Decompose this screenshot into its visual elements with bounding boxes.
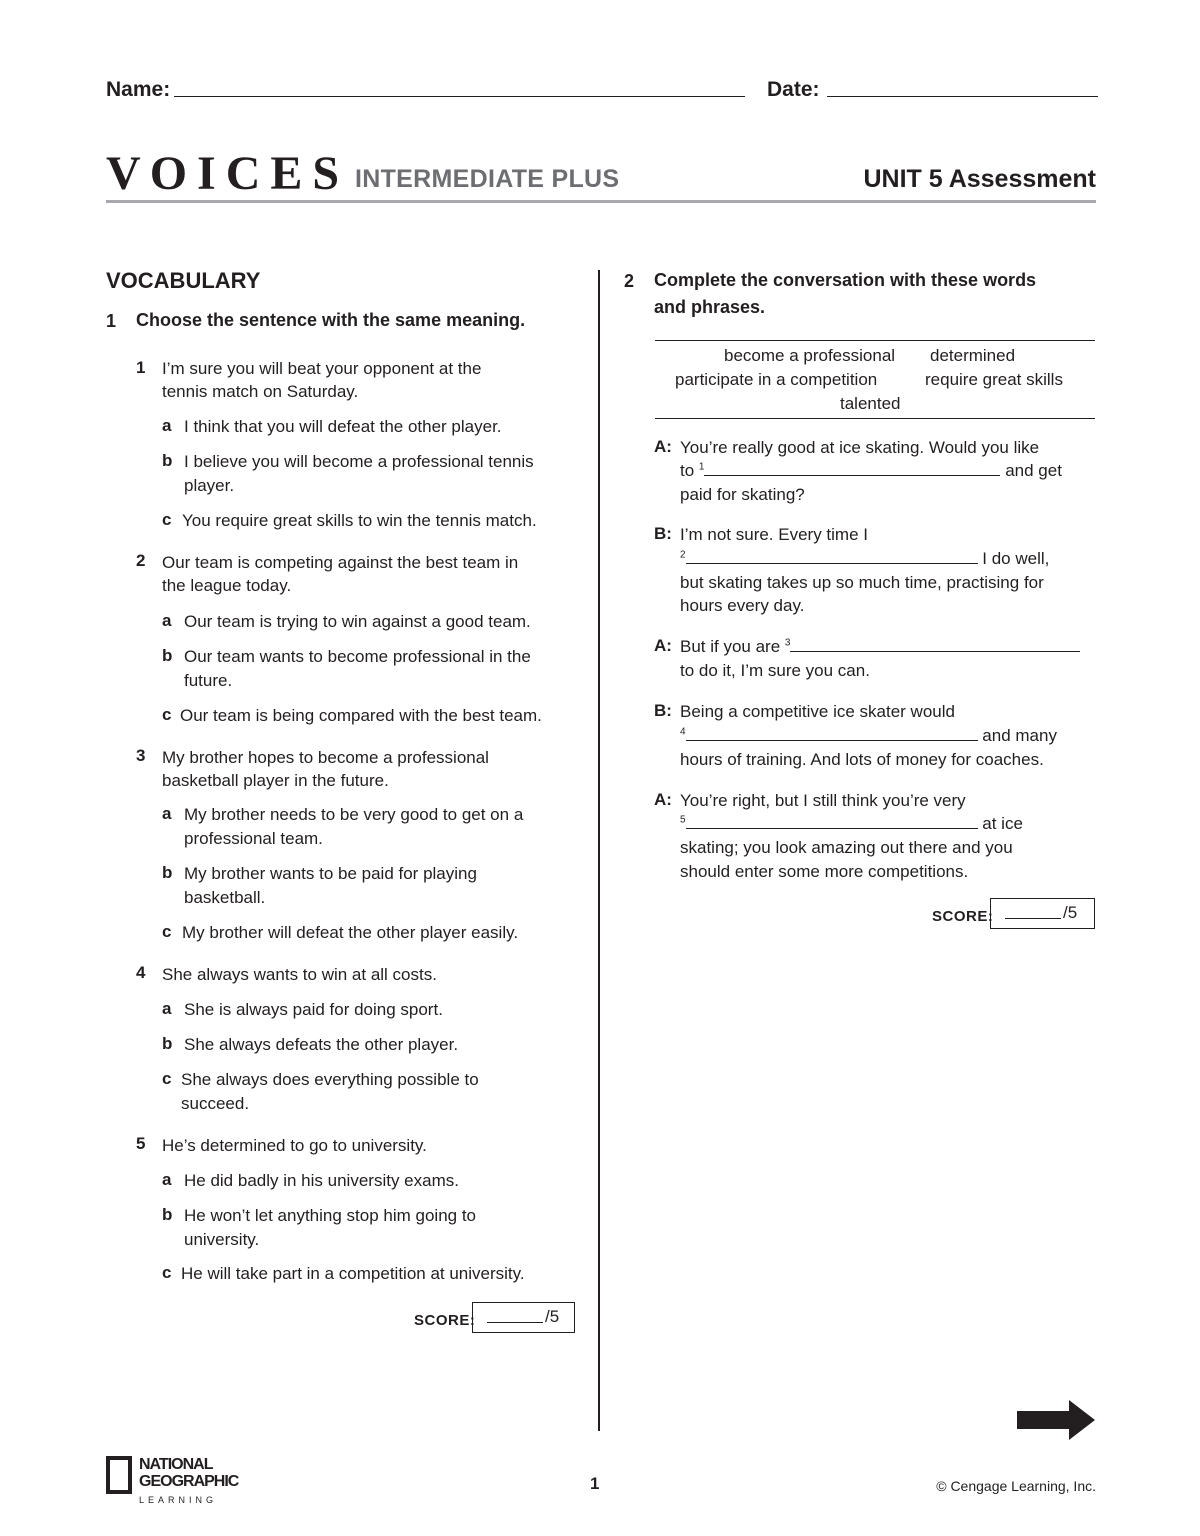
answer-blank-1[interactable] (704, 461, 1000, 476)
logo-line-2: GEOGRAPHIC (139, 1473, 239, 1490)
word-box-item: determined (930, 346, 1016, 365)
answer-blank-3[interactable] (790, 637, 1080, 652)
option-letter[interactable]: a (162, 804, 172, 823)
dialogue-line: I’m not sure. Every time I (680, 525, 868, 544)
dialogue-line: $^5$ at ice (680, 814, 1023, 833)
task-instruction: Choose the sentence with the same meaning. (136, 310, 526, 330)
option-letter[interactable]: b (162, 863, 173, 882)
option-letter[interactable]: a (162, 416, 172, 435)
dialogue-line: Being a competitive ice skater would (680, 702, 955, 721)
logo-line-3: LEARNING (139, 1495, 218, 1505)
word-box-item: require great skills (925, 370, 1063, 389)
question-number: 2 (136, 551, 146, 570)
question-text: My brother hopes to become a professional basketball player in the future. (162, 748, 489, 790)
option-text[interactable]: My brother wants to be paid for playing basketball. (184, 864, 477, 907)
option-text[interactable]: You require great skills to win the tennis match. (182, 511, 537, 530)
question-number: 1 (136, 358, 146, 377)
word-box-item: talented (840, 394, 901, 413)
option-letter[interactable]: c (162, 510, 172, 529)
question-text: I’m sure you will beat your opponent at the tennis match on Saturday. (162, 359, 482, 401)
score-box[interactable] (472, 1302, 575, 1333)
word-box-bottom-rule (655, 418, 1095, 419)
option-text[interactable]: My brother needs to be very good to get on a professional team. (184, 805, 524, 848)
speaker-label: A: (654, 636, 672, 655)
word-box-item: become a professional (724, 346, 896, 365)
question-text: Our team is competing against the best team in the league today. (162, 553, 519, 595)
dialogue-line: $^4$ and many (680, 726, 1057, 745)
logo-line-1: NATIONAL (139, 1456, 213, 1473)
option-text[interactable]: Our team is being compared with the best team. (180, 706, 542, 725)
section-title: VOCABULARY (106, 268, 261, 293)
score-max: /5 (545, 1307, 560, 1326)
option-text[interactable]: She always does everything possible to succeed. (181, 1070, 479, 1113)
option-text[interactable]: She is always paid for doing sport. (184, 1000, 443, 1019)
score-label: SCORE: (932, 908, 994, 925)
dialogue-line: You’re really good at ice skating. Would you like (680, 438, 1040, 457)
task-instruction: Complete the conversation with these words and phrases. (654, 270, 1037, 317)
option-text[interactable]: My brother will defeat the other player easily. (182, 923, 519, 942)
word-box-top-rule (655, 340, 1095, 341)
dialogue-line: but skating takes up so much time, practising for (680, 573, 1044, 592)
dialogue-line: You’re right, but I still think you’re very (680, 791, 966, 810)
question-text: She always wants to win at all costs. (162, 965, 437, 984)
option-text[interactable]: He won’t let anything stop him going to university. (184, 1206, 477, 1249)
dialogue-line: to do it, I’m sure you can. (680, 661, 870, 680)
word-box-item: participate in a competition (675, 370, 878, 389)
task-number: 1 (106, 311, 117, 331)
answer-blank-4[interactable] (686, 726, 978, 741)
option-letter[interactable]: b (162, 1034, 173, 1053)
score-blank (487, 1322, 543, 1323)
answer-blank-5[interactable] (686, 814, 978, 829)
dialogue-line: paid for skating? (680, 485, 805, 504)
option-letter[interactable]: c (162, 1069, 172, 1088)
score-label: SCORE: (414, 1312, 476, 1329)
page-number: 1 (590, 1474, 600, 1493)
option-letter[interactable]: c (162, 922, 172, 941)
option-text[interactable]: He did badly in his university exams. (184, 1171, 459, 1190)
option-letter[interactable]: c (162, 705, 172, 724)
copyright: © Cengage Learning, Inc. (936, 1478, 1096, 1494)
score-box[interactable] (990, 898, 1095, 929)
option-text[interactable]: Our team wants to become professional in the future. (184, 647, 531, 690)
dialogue-line: $^2$ I do well, (680, 549, 1050, 568)
question-number: 4 (136, 963, 146, 982)
next-arrow-icon[interactable] (1017, 1400, 1097, 1440)
score-max: /5 (1063, 903, 1078, 922)
option-letter[interactable]: a (162, 611, 172, 630)
name-label: Name: (106, 78, 171, 101)
option-letter[interactable]: b (162, 451, 173, 470)
dialogue-line: But if you are $^3$ (680, 635, 1080, 659)
speaker-label: B: (654, 701, 672, 720)
option-text[interactable]: He will take part in a competition at university. (181, 1264, 525, 1283)
option-text[interactable]: She always defeats the other player. (184, 1035, 459, 1054)
speaker-label: A: (654, 790, 672, 809)
option-letter[interactable]: c (162, 1263, 172, 1282)
date-field[interactable] (827, 96, 1098, 97)
brand-subtitle: INTERMEDIATE PLUS (355, 165, 620, 193)
question-number: 3 (136, 746, 146, 765)
dialogue-line: should enter some more competitions. (680, 862, 969, 881)
column-divider (598, 270, 600, 1431)
speaker-label: B: (654, 524, 672, 543)
name-field[interactable] (174, 96, 745, 97)
option-letter[interactable]: b (162, 646, 173, 665)
option-text[interactable]: Our team is trying to win against a good team. (184, 612, 531, 631)
header-rule (106, 200, 1096, 203)
dialogue-line: hours of training. And lots of money for coaches. (680, 750, 1044, 769)
date-label: Date: (767, 78, 820, 101)
dialogue-line: hours every day. (680, 596, 805, 615)
option-letter[interactable]: a (162, 1170, 172, 1189)
question-text: He’s determined to go to university. (162, 1136, 427, 1155)
brand-title: VOICES (106, 147, 350, 200)
option-text[interactable]: I think that you will defeat the other player. (184, 417, 502, 436)
score-blank (1005, 918, 1061, 919)
answer-blank-2[interactable] (686, 549, 978, 564)
unit-title: UNIT 5 Assessment (863, 165, 1096, 193)
speaker-label: A: (654, 437, 672, 456)
dialogue-line: skating; you look amazing out there and you (680, 838, 1013, 857)
option-text[interactable]: I believe you will become a professional tennis player. (184, 452, 534, 495)
option-letter[interactable]: b (162, 1205, 173, 1224)
question-number: 5 (136, 1134, 146, 1153)
dialogue-line: to $^1$ and get (680, 461, 1062, 480)
task-number: 2 (624, 271, 635, 291)
option-letter[interactable]: a (162, 999, 172, 1018)
